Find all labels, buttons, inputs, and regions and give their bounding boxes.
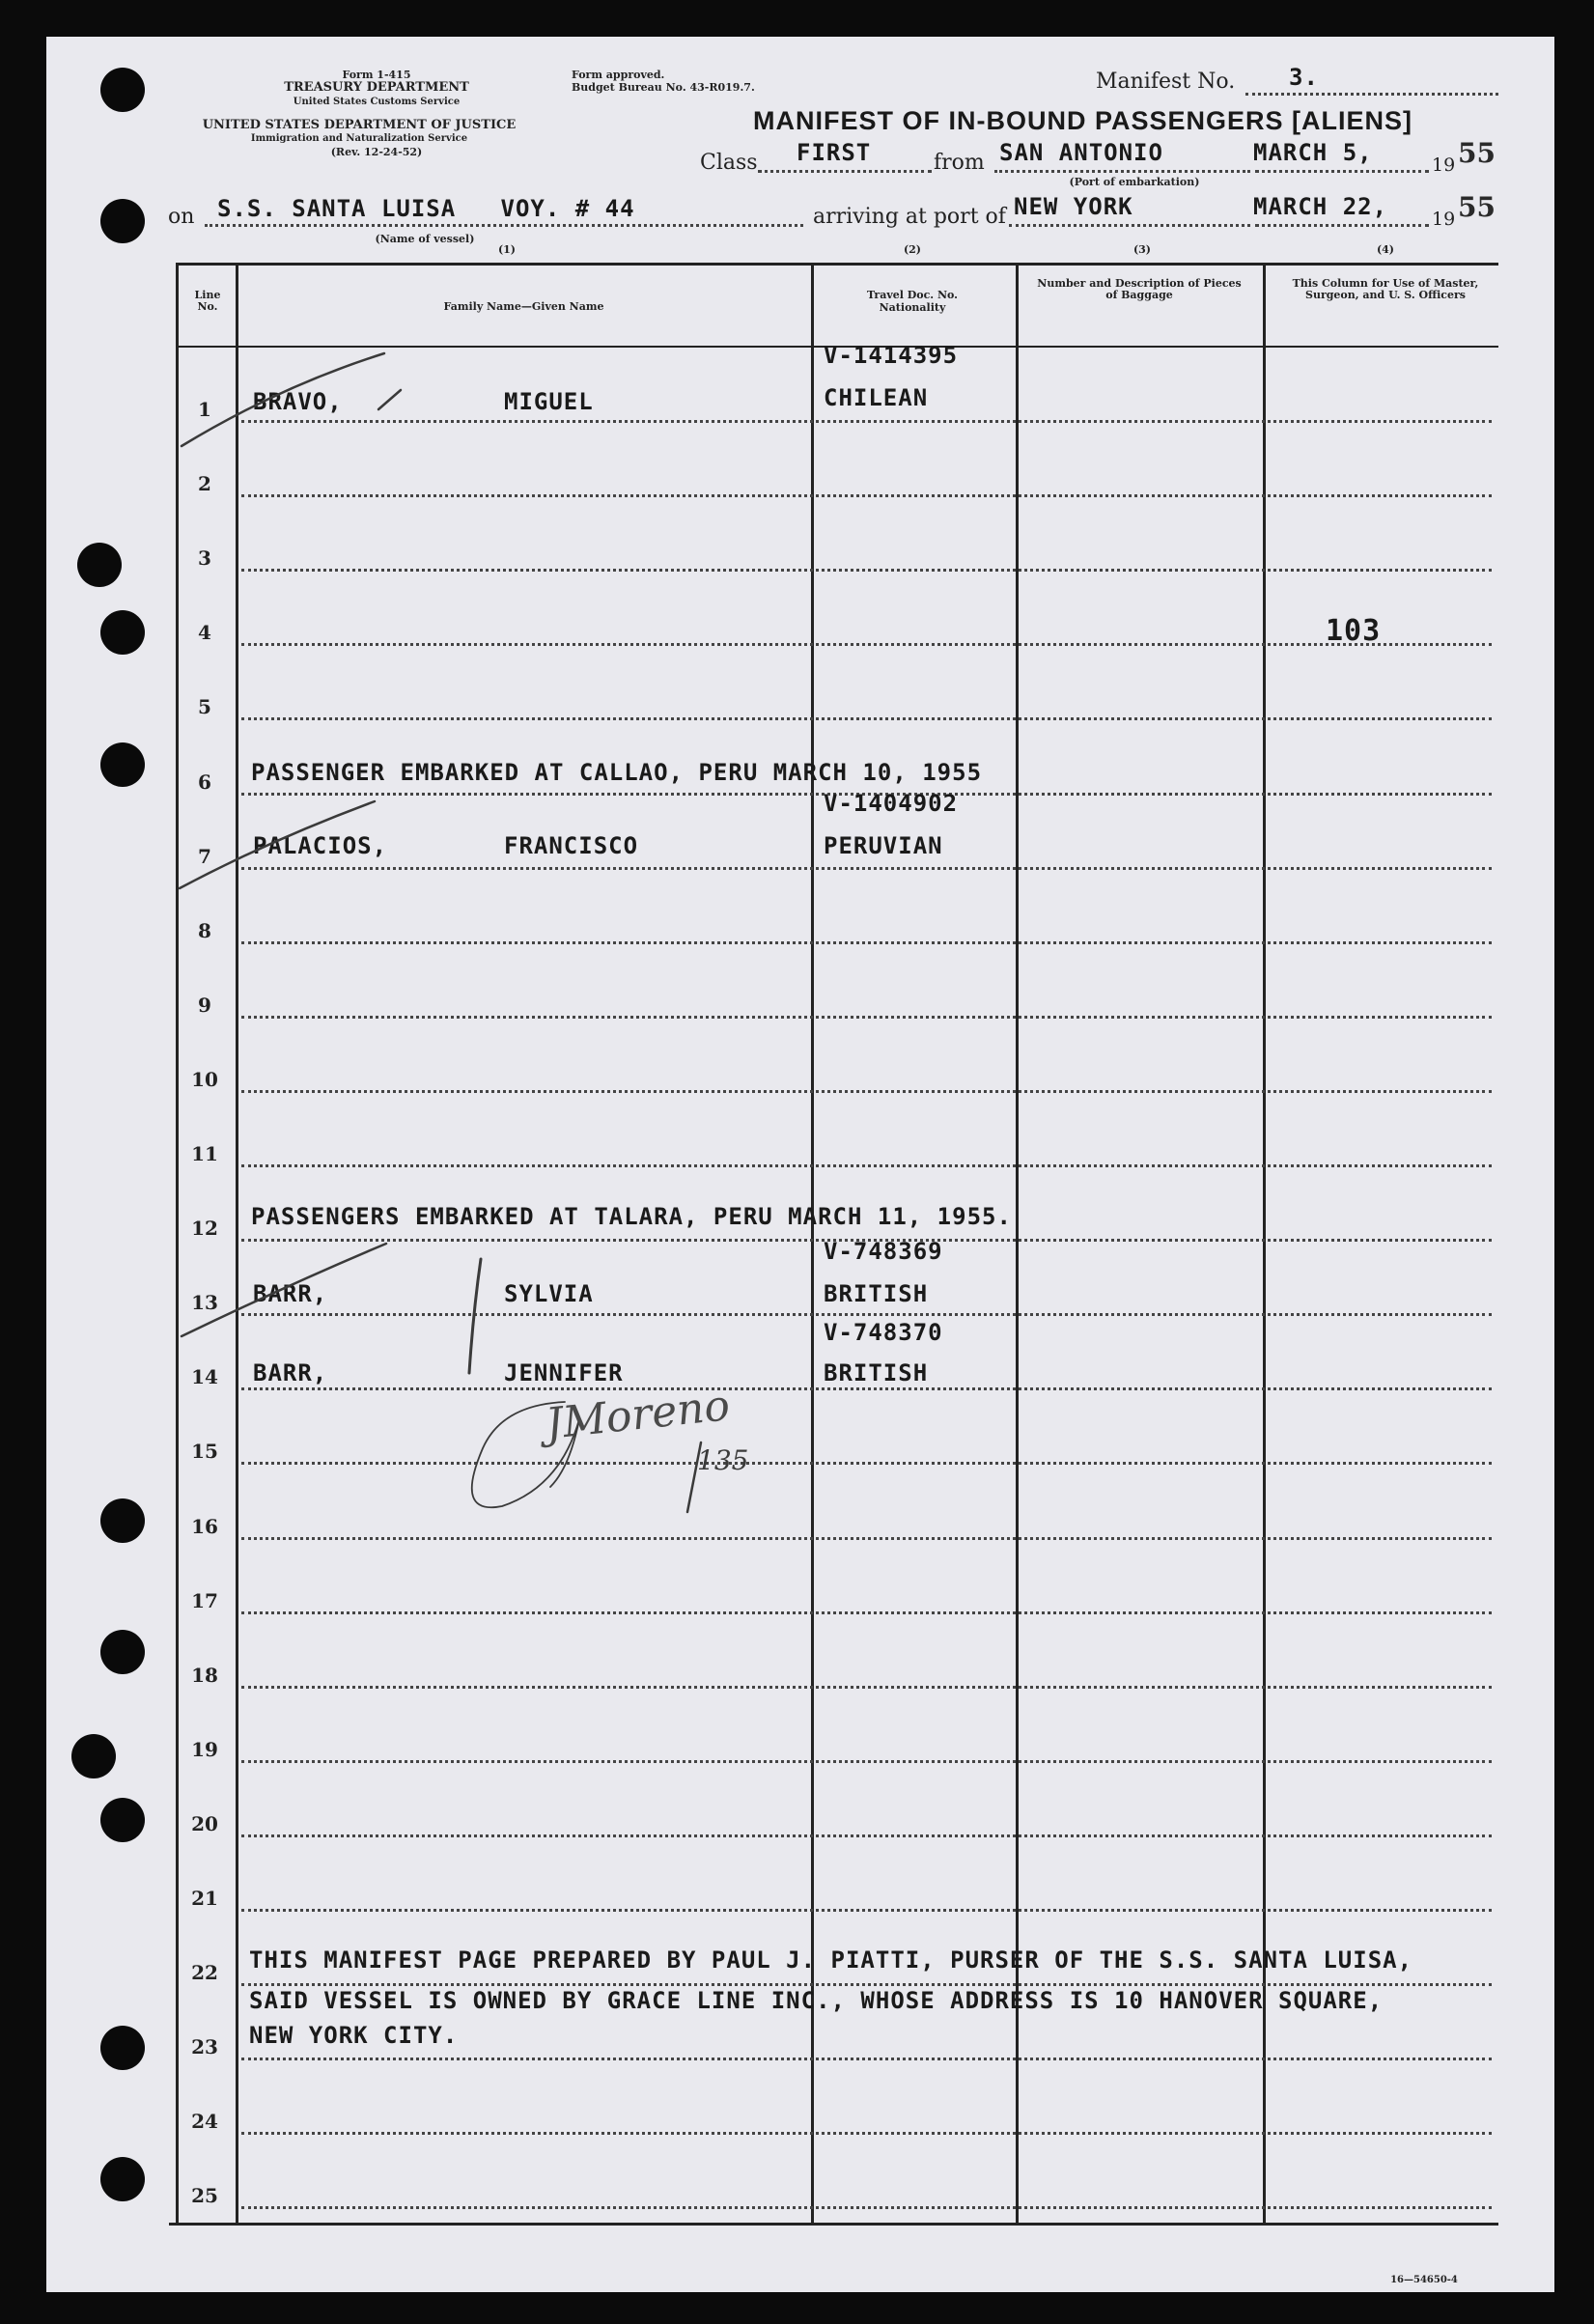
treasury-dept: TREASURY DEPARTMENT [284,80,469,95]
punch-hole [77,543,122,587]
row-number: 24 [191,2110,218,2134]
row-number: 4 [198,621,211,645]
row-number: 13 [191,1291,218,1315]
punch-hole [100,742,145,787]
vessel-caption: (Name of vessel) [375,233,475,245]
row-number: 18 [191,1663,218,1687]
row-number: 16 [191,1514,218,1538]
punch-hole [100,199,145,243]
row-number: 11 [191,1142,218,1165]
form-approved: Form approved. [572,69,665,81]
col-marker-2: (2) [903,243,922,256]
row-number: 22 [191,1961,218,1985]
row-dotted-line [241,494,1492,497]
row-dotted-line [241,643,1492,646]
punch-hole [100,2157,145,2201]
col-header-nationality: Nationality [879,301,946,314]
budget-bureau: Budget Bureau No. 43-R019.7. [572,81,755,94]
port-embarkation-caption: (Port of embarkation) [1069,176,1200,188]
row-dotted-line [241,717,1492,720]
col-divider-doc [811,263,814,2223]
arrival-date: MARCH 22, [1253,193,1388,220]
col-marker-4: (4) [1376,243,1395,256]
r1-given: MIGUEL [504,388,594,415]
r13-given: SYLVIA [504,1280,594,1307]
ins-service: Immigration and Naturalization Service [250,133,468,144]
row-dotted-line [241,1834,1492,1837]
row-number: 6 [198,770,211,794]
row-dotted-line [241,1387,1492,1390]
punch-hole [100,1798,145,1842]
row-number: 14 [191,1365,218,1389]
table-top-border [176,263,1498,266]
punch-hole [100,1498,145,1543]
row-dotted-line [241,1760,1492,1763]
row-dotted-line [241,2132,1492,2135]
row-dotted-line [241,2206,1492,2209]
arrival-year-prefix: 19 [1432,209,1456,230]
class-value: FIRST [797,139,872,166]
row-number: 17 [191,1588,218,1612]
row-dotted-line [241,420,1492,423]
arriving-label: arriving at port of [813,205,1006,229]
col-divider-officers [1263,263,1266,2223]
row-dotted-line [241,2058,1492,2060]
row-number: 5 [198,695,211,719]
row-dotted-line [241,1462,1492,1465]
port-embarkation-line [994,170,1250,173]
row-dotted-line [241,1164,1492,1167]
row-dotted-line [241,1686,1492,1689]
manifest-title: MANIFEST OF IN-BOUND PASSENGERS [ALIENS] [753,106,1413,135]
embark-year-prefix: 19 [1432,154,1456,176]
row-dotted-line [241,1983,1492,1986]
col-divider-lineno [236,263,238,2223]
r1-doc: V-1414395 [824,342,959,369]
r13-family: BARR, [253,1280,328,1307]
declaration-line-2: SAID VESSEL IS OWNED BY GRACE LINE INC., WHOSE ADDRESS IS 10 HANOVER SQUARE, [249,1987,1384,2014]
punch-hole [100,1630,145,1674]
row-number: 8 [198,918,211,942]
row-number: 20 [191,1811,218,1835]
customs-service: United States Customs Service [293,97,461,107]
r4-officer-mark: 103 [1326,614,1382,648]
col-divider-baggage [1016,263,1019,2223]
col-header-officers: This Column for Use of Master, Surgeon, and U. S. Officers [1292,277,1479,301]
row-dotted-line [241,569,1492,572]
vessel-line [205,224,803,227]
row-number: 12 [191,1217,218,1241]
manifest-no-value: 3. [1289,64,1319,91]
row-number: 19 [191,1737,218,1761]
r14-doc: V-748370 [824,1319,943,1346]
col-header-baggage: Number and Description of Pieces of Baggage [1037,277,1242,301]
row-dotted-line [241,941,1492,944]
row-number: 1 [198,398,211,421]
r14-nationality: BRITISH [824,1359,929,1386]
print-code: 16—54650-4 [1390,2275,1458,2285]
punch-hole [100,610,145,655]
arrival-port-line [1009,224,1250,227]
row-dotted-line [241,1909,1492,1912]
vessel-name: S.S. SANTA LUISA VOY. # 44 [217,195,635,222]
punch-hole [71,1734,116,1778]
r7-family: PALACIOS, [253,832,388,859]
row-dotted-line [241,1090,1492,1093]
signature: JMoreno [543,1381,733,1449]
r13-nationality: BRITISH [824,1280,929,1307]
row-number: 3 [198,546,211,571]
arrival-date-line [1255,224,1429,227]
class-line [758,170,932,173]
r14-given: JENNIFER [504,1359,624,1386]
r1-nationality: CHILEAN [824,384,929,411]
manifest-no-line [1245,93,1498,96]
r14-family: BARR, [253,1359,328,1386]
embark-year: 55 [1458,137,1496,169]
punch-hole [100,68,145,112]
r1-family: BRAVO, [253,388,343,415]
row-number: 10 [191,1067,218,1091]
col-header-name: Family Name—Given Name [443,300,604,313]
punch-hole [100,2026,145,2070]
row-number: 25 [191,2184,218,2208]
row-dotted-line [241,1537,1492,1540]
row-dotted-line [241,1611,1492,1614]
row-number: 23 [191,2035,218,2059]
port-embarkation: SAN ANTONIO [999,139,1163,166]
row-dotted-line [241,1016,1492,1019]
revision: (Rev. 12-24-52) [330,146,423,158]
arrival-year: 55 [1458,191,1496,223]
col-marker-1: (1) [497,243,517,256]
col-header-line-no: Line No. [194,289,221,313]
table-bottom-border [169,2223,1498,2226]
col-header-travel-doc: Travel Doc. No. [867,289,958,301]
declaration-line-3: NEW YORK CITY. [249,2022,459,2049]
signature-sub-mark: 135 [697,1444,749,1476]
embark-date-line [1255,170,1429,173]
justice-dept: UNITED STATES DEPARTMENT OF JUSTICE [202,118,517,132]
r7-nationality: PERUVIAN [824,832,943,859]
form-number: Form 1-415 [342,69,411,81]
class-label: Class [700,151,758,175]
r7-given: FRANCISCO [504,832,639,859]
r12-note: PASSENGERS EMBARKED AT TALARA, PERU MARCH 11, 1955. [251,1203,1012,1230]
row-number: 21 [191,1887,218,1910]
row-number: 2 [198,472,211,496]
row-dotted-line [241,867,1492,870]
declaration-line-1: THIS MANIFEST PAGE PREPARED BY PAUL J. PIATTI, PURSER OF THE S.S. SANTA LUISA, [249,1946,1413,1974]
row-number: 15 [191,1440,218,1464]
embark-date: MARCH 5, [1253,139,1373,166]
row-number: 7 [198,844,211,868]
from-label: from [934,151,985,175]
r6-note: PASSENGER EMBARKED AT CALLAO, PERU MARCH 10, 1955 [251,759,983,786]
arrival-port: NEW YORK [1014,193,1133,220]
on-label: on [168,205,195,229]
row-dotted-line [241,1313,1492,1316]
col-marker-3: (3) [1133,243,1152,256]
r7-doc: V-1404902 [824,790,959,817]
r13-doc: V-748369 [824,1238,943,1265]
row-number: 9 [198,993,211,1017]
manifest-no-label: Manifest No. [1096,70,1236,94]
